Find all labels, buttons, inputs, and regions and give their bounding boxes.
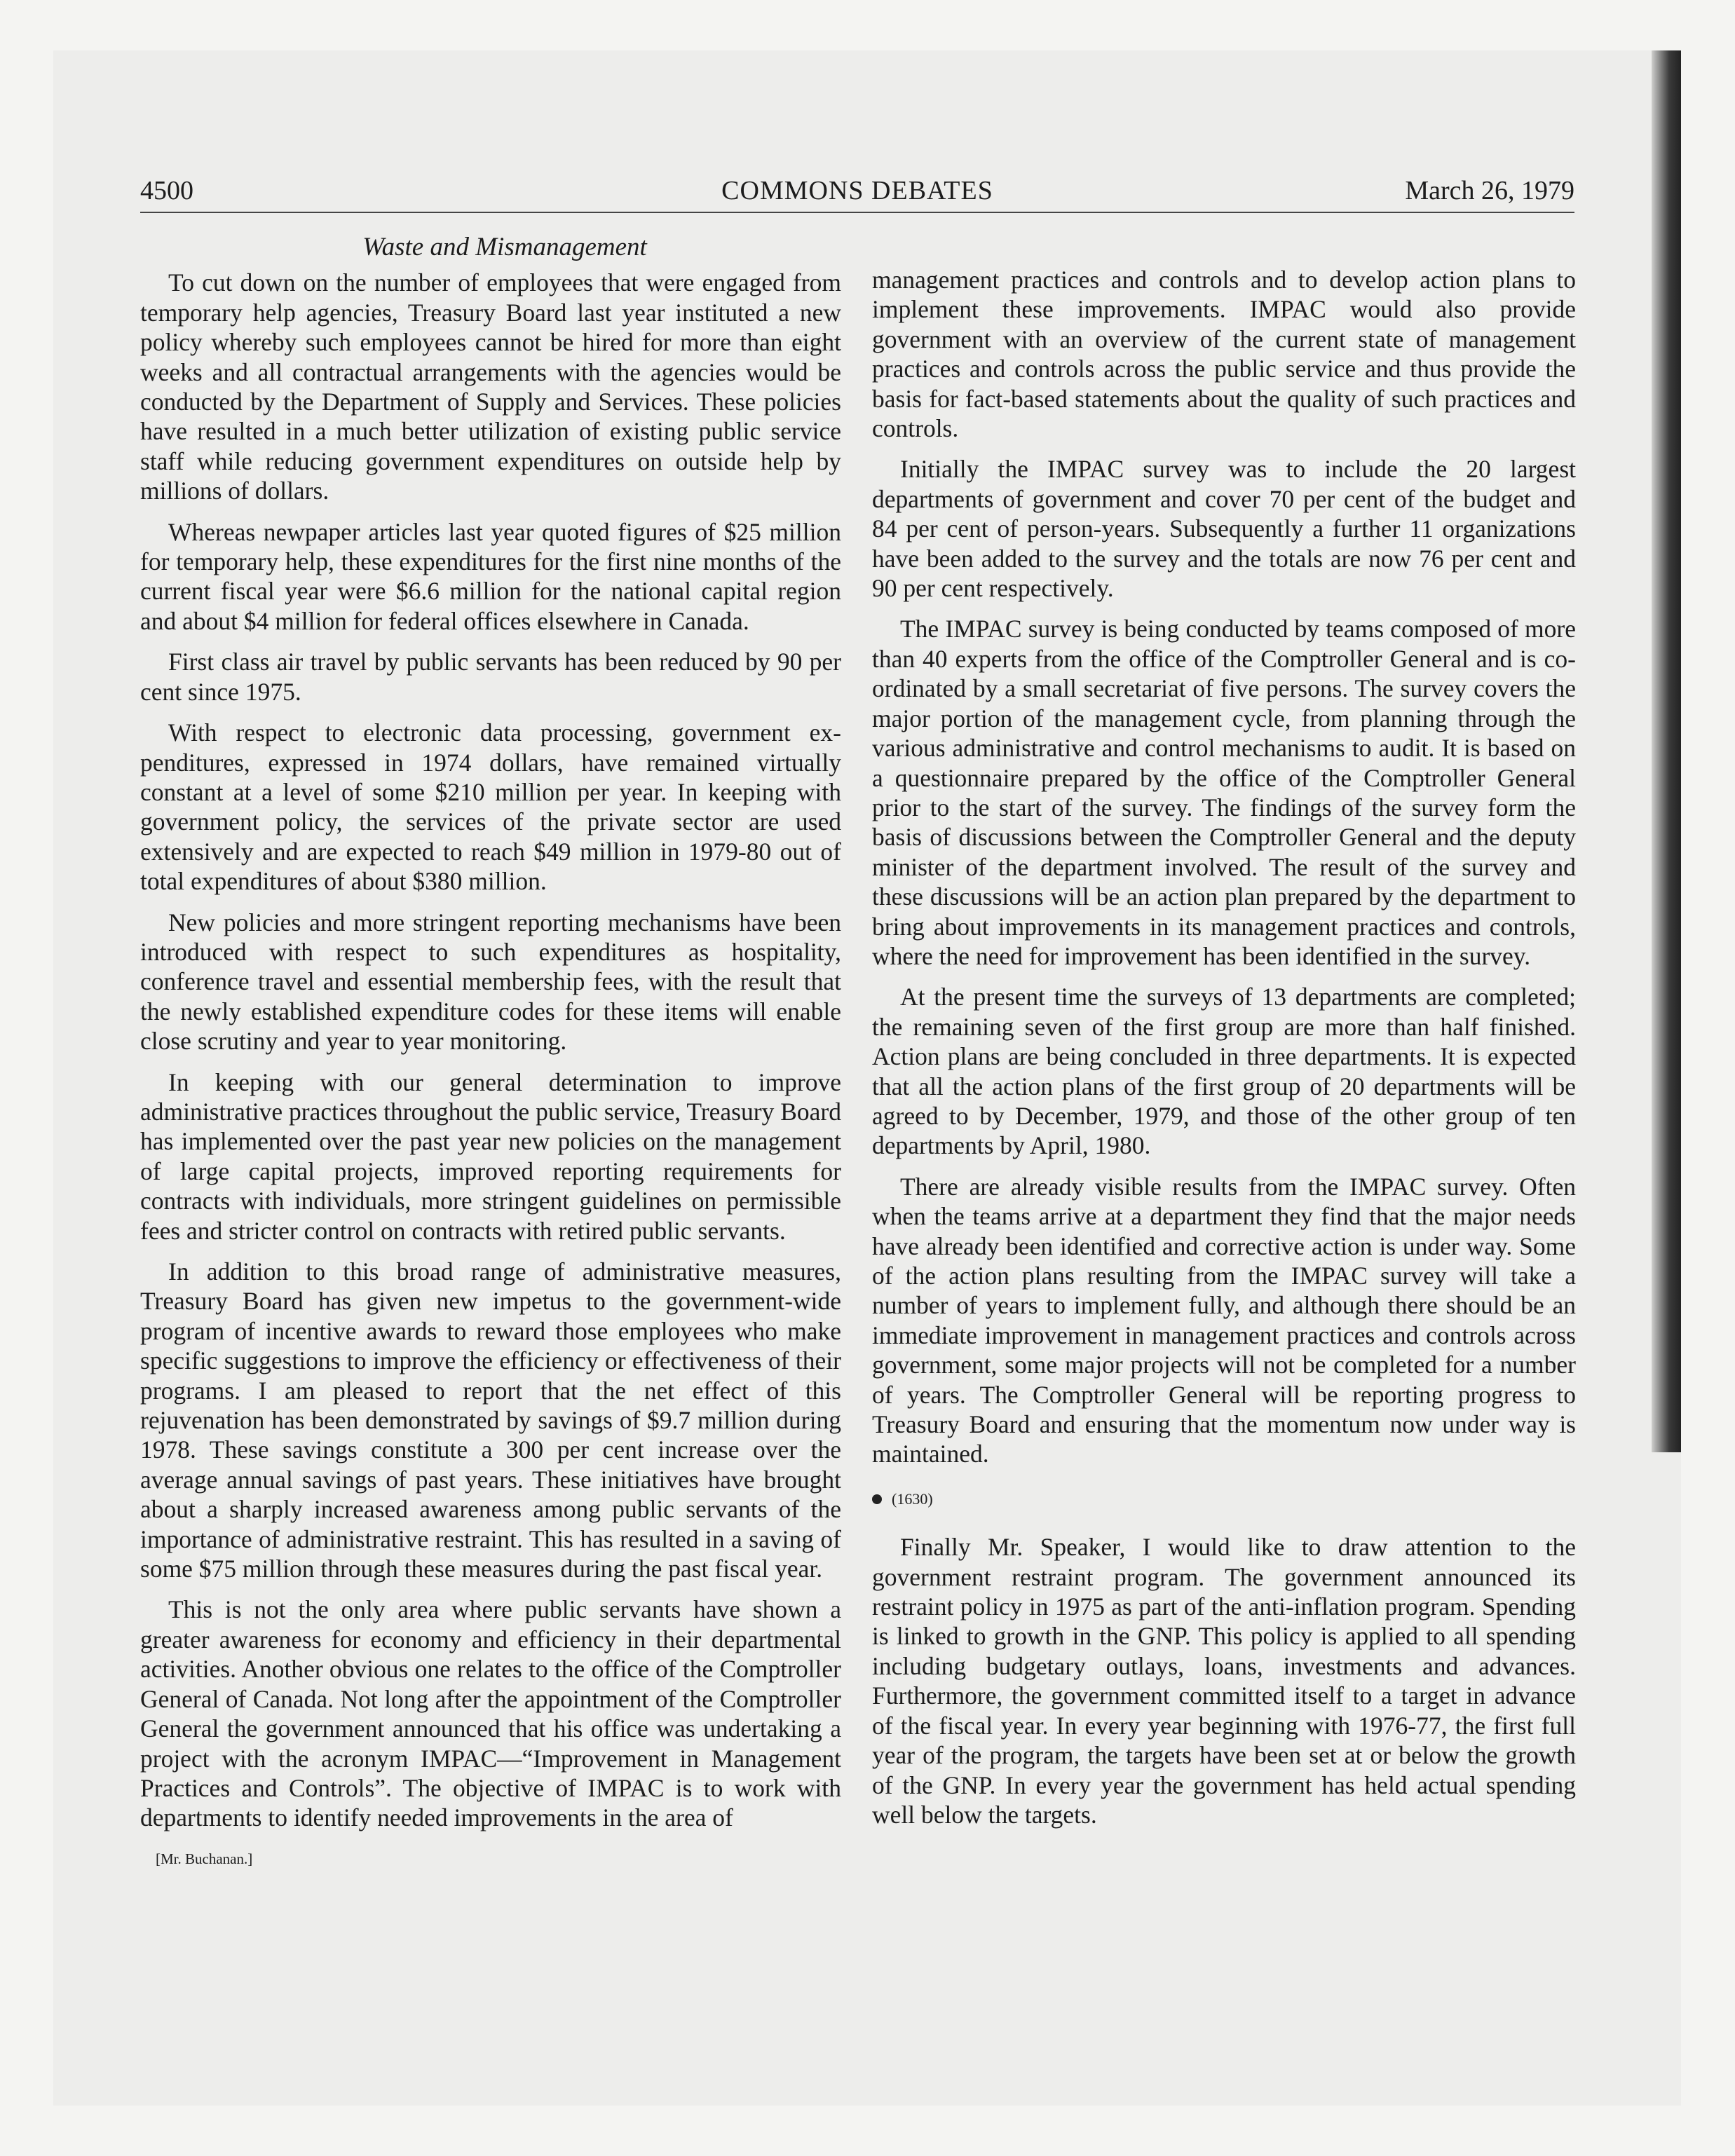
page-number: 4500 <box>140 176 193 205</box>
page-header <box>140 175 1574 213</box>
paragraph: At the present time the surveys of 13 departments are completed; the remaining seven of the first group are more than half finished. Action plans are being concluded in three departments. It is expected that all the action plans of the first group of 20 departments will be agreed to by December, 1979, and those of the other group of ten departments by April, 1980. <box>872 983 1576 1160</box>
paragraph: management practices and controls and to develop action plans to implement these improvements. IMPAC would also provide government with an overview of the current state of management practices and controls across the public service and thus provide the basis for fact-based statements about the quality of such practices and controls. <box>872 266 1576 443</box>
paragraph: With respect to electronic data processing, government expenditures, expressed in 1974 dollars, have remained virtually constant at a level of some $210 million per year. In keeping with government policy, the services of the private sector are used extensively and are expected to reach $49 million in 1979-80 out of total expenditures of about $380 million. <box>140 718 841 896</box>
paragraph: There are already visible results from the IMPAC survey. Often when the teams arrive at a department they find that the major needs have already been identified and corrective action is under way. Some of the action plans resulting from the IMPAC survey will take a number of years to implement fully, and although there should be an immediate improvement in management practices and controls across government, some major projects will not be completed for a number of years. The Comptroller General will be reporting progress to Treasury Board and ensuring that the momentum now under way is maintained. <box>872 1172 1576 1468</box>
paragraph: Initially the IMPAC survey was to include the 20 largest departments of government and cover 70 per cent of the budget and 84 per cent of person-years. Subsequently a further 11 organizations have been added to the survey and the totals are now 76 per cent and 90 per cent respectively. <box>872 455 1576 603</box>
paragraph: To cut down on the number of employees that were engaged from temporary help agencies, Treasury Board last year instituted a new policy whereby such employees cannot be hired for more than eight weeks and all contractual arrangements with the agencies would be conducted by the Department of Supply and Services. These policies have resulted in a much better utilization of existing public service staff while reducing government expenditures on outside help by millions of dollars. <box>140 268 841 505</box>
page-edge-shadow <box>1652 50 1681 1452</box>
left-column <box>140 233 841 1885</box>
paragraph: Whereas newpaper articles last year quoted figures of $25 million for temporary help, these expenditures for the first nine months of the current fiscal year were $6.6 million for the national capital region and about $4 million for federal offices elsewhere in Canada. <box>140 517 841 635</box>
paragraph: In addition to this broad range of administrative measures, Treasury Board has given new impetus to the government-wide program of incentive awards to reward those employees who make specific suggestions to improve the efficiency or effectiveness of their programs. I am pleased to report that the net effect of this rejuvenation has been demonstrated by savings of $9.7 million during 1978. These savings constitute a 300 per cent increase over the average annual savings of past years. These initiatives have brought about a sharply increased awareness among public servants of the importance of administrative restraint. This has resulted in a saving of some $75 million through these measures during the past fiscal year. <box>140 1257 841 1583</box>
time-marker <box>872 1485 1576 1514</box>
time-marker-label: (1630) <box>892 1489 933 1508</box>
paragraph: The IMPAC survey is being conducted by teams composed of more than 40 experts from the office of the Comptroller General and is co-ordinated by a small secretariat of five persons. The survey covers the major portion of the management cycle, from planning through the various administrative and control mechanisms to audit. It is based on a questionnaire prepared by the office of the Comptroller General prior to the start of the survey. The findings of the survey form the basis of discussions between the Comptroller General and the deputy minister of the department involved. The result of the survey and these discussions will be an action plan prepared by the department to bring about improvements in its management practices and controls, where the need for improvement has been identified in the survey. <box>872 615 1576 970</box>
speaker-note: [Mr. Buchanan.] <box>156 1850 253 1867</box>
paragraph: New policies and more stringent reporting mechanisms have been introduced with respect to such expenditures as hospitality, conference travel and essential membership fees, with the result that the newly established expenditure codes for these items will enable close scrutiny and year to year monitoring. <box>140 908 841 1056</box>
paragraph: First class air travel by public servants has been reduced by 90 per cent since 1975. <box>140 648 841 706</box>
paragraph: Finally Mr. Speaker, I would like to draw attention to the government restraint program. The government announced its restraint policy in 1975 as part of the anti-inflation program. Spending is linked to growth in the GNP. This policy is applied to all spending including budgetary outlays, loans, investments and advances. Furthermore, the government committed itself to a target in advance of the fiscal year. In every year beginning with 1976-77, the first full year of the program, the targets have been set at or below the growth of the GNP. In every year the government has held actual spending well below the targets. <box>872 1533 1576 1829</box>
paragraph: This is not the only area where public servants have shown a greater awareness for economy and efficiency in their departmental activities. Another obvious one relates to the office of the Comptroller General of Canada. Not long after the appointment of the Comptroller General the government announced that his office was undertaking a project with the acronym IMPAC—“Improvement in Management Practices and Controls”. The objective of IMPAC is to work with departments to identify needed improvements in the area of <box>140 1595 841 1832</box>
publication-title: COMMONS DEBATES <box>721 176 993 205</box>
right-column <box>872 265 1576 1841</box>
section-title: Waste and Mismanagement <box>362 233 647 261</box>
page-date: March 26, 1979 <box>1405 176 1574 205</box>
bullet-icon <box>872 1494 882 1504</box>
paragraph: In keeping with our general determination to improve administrative practices throughout the public service, Treasury Board has implemented over the past year new policies on the management of large capital projects, improved reporting requirements for contracts with individuals, more stringent guidelines on permissible fees and stricter control on contracts with retired public servants. <box>140 1067 841 1245</box>
